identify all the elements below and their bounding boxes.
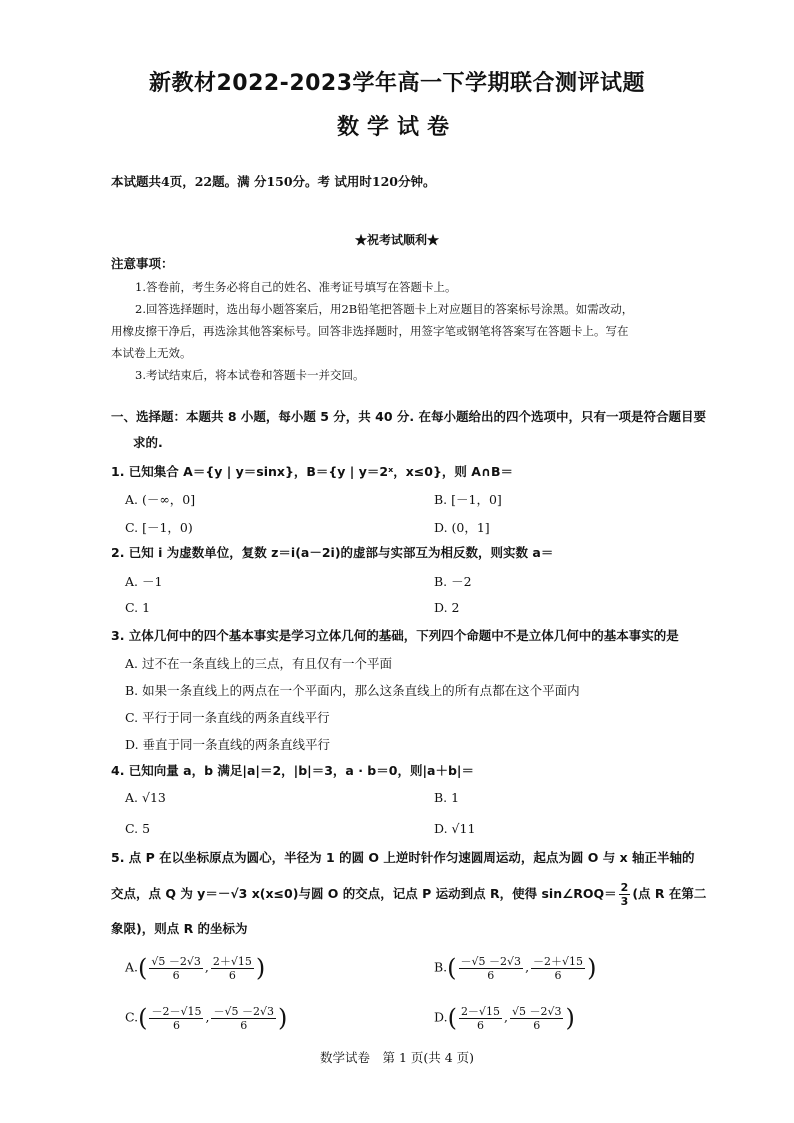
fraction-numerator: 2 bbox=[620, 881, 629, 894]
question-1-stem: 1. 已知集合 A＝{y | y＝sinx}，B＝{y | y＝2ˣ，x≤0}，则 A∩B＝ bbox=[111, 464, 514, 479]
coord-y-denominator: 6 bbox=[240, 1018, 248, 1032]
question-4-option-d: D. √11 bbox=[434, 821, 476, 836]
question-5-stem-line3: 象限)，则点 R 的坐标为 bbox=[111, 921, 248, 936]
coord-x-denominator: 6 bbox=[476, 1018, 484, 1032]
question-2 bbox=[111, 543, 741, 563]
question-2-option-c: C. 1 bbox=[125, 600, 151, 615]
coord-y-denominator: 6 bbox=[533, 1018, 541, 1032]
question-5-line2 bbox=[111, 880, 741, 908]
coord-x-numerator: 2－√15 bbox=[460, 1004, 500, 1018]
fraction-denominator: 3 bbox=[620, 895, 629, 908]
question-3-stem: 3. 立体几何中的四个基本事实是学习立体几何的基础，下列四个命题中不是立体几何中的基本事实的是 bbox=[111, 628, 679, 643]
question-5-stem-line2: 交点，点 Q 为 y＝－√3 x(x≤0)与圆 O 的交点，记点 P 运动到点 R，使得 sin∠ROQ＝ bbox=[111, 886, 617, 901]
question-5-option-c: C.( $\frac{-2-√15}{6}$ , $\frac{-√5 -2√3}{6}$ ) bbox=[125, 1004, 288, 1032]
question-2-stem: 2. 已知 i 为虚数单位，复数 z＝i(a－2i)的虚部与实部互为相反数，则实数 a＝ bbox=[111, 545, 554, 560]
good-luck-line: ★祝考试顺利★ bbox=[354, 233, 439, 247]
option-label: C. bbox=[125, 1009, 139, 1025]
option-label: A. bbox=[125, 959, 139, 975]
question-3 bbox=[111, 626, 741, 646]
notice-item: 用橡皮擦干净后，再选涂其他答案标号。回答非选择题时，用签字笔或钢笔将答案写在答题卡上。写在 bbox=[111, 324, 629, 338]
notice-item: 3.考试结束后，将本试卷和答题卡一并交回。 bbox=[135, 368, 365, 382]
question-5-stem-line2-end: (点 R 在第二 bbox=[632, 886, 707, 901]
question-1-option-c: C. [－1，0) bbox=[125, 520, 193, 535]
page-footer: 数学试卷 第 1 页(共 4 页) bbox=[319, 1050, 475, 1065]
notice-list bbox=[111, 276, 741, 386]
option-label: B. bbox=[434, 959, 448, 975]
notice-item: 本试卷上无效。 bbox=[111, 346, 192, 360]
coord-x-denominator: 6 bbox=[172, 968, 180, 982]
notice-heading: 注意事项： bbox=[111, 256, 174, 271]
question-5 bbox=[111, 848, 741, 868]
coord-x-numerator: －√5 －2√3 bbox=[460, 954, 522, 968]
question-5-line3 bbox=[111, 919, 741, 939]
coord-y-numerator: －2＋√15 bbox=[533, 954, 584, 968]
question-3-option-c: C. 平行于同一条直线的两条直线平行 bbox=[125, 710, 330, 725]
exam-subtitle: 数学试卷 bbox=[336, 115, 457, 140]
question-4 bbox=[111, 761, 741, 781]
exam-intro: 本试题共4页，22题。满 分150分。考 试用时120分钟。 bbox=[111, 174, 436, 189]
question-3-option-b: B. 如果一条直线上的两点在一个平面内，那么这条直线上的所有点都在这个平面内 bbox=[125, 683, 580, 698]
question-1-option-b: B. [－1，0] bbox=[434, 492, 502, 507]
question-4-option-c: C. 5 bbox=[125, 821, 151, 836]
section-heading-line1: 一、选择题：本题共 8 小题，每小题 5 分，共 40 分. 在每小题给出的四个选项中，只有一项是符合题目要 bbox=[111, 409, 707, 424]
coord-y-denominator: 6 bbox=[554, 968, 562, 982]
question-5-fraction bbox=[619, 881, 631, 908]
coord-y-denominator: 6 bbox=[228, 968, 236, 982]
question-2-option-b: B. －2 bbox=[434, 574, 472, 589]
question-4-stem: 4. 已知向量 a，b 满足|a|＝2，|b|＝3，a · b＝0，则|a＋b|＝ bbox=[111, 763, 474, 778]
question-1-option-a: A. (－∞，0] bbox=[125, 492, 196, 507]
question-5-option-a: A.( $\frac{√5 -2√3}{6}$ , $\frac{2+√15}{6}$ ) bbox=[125, 954, 266, 982]
question-5-stem-line1: 5. 点 P 在以坐标原点为圆心，半径为 1 的圆 O 上逆时针作匀速圆周运动，起点为圆 O 与 x 轴正半轴的 bbox=[111, 850, 695, 865]
section-heading bbox=[111, 404, 741, 456]
question-5-option-b: B.( $\frac{-√5 -2√3}{6}$ , $\frac{-2+√15}{6}$ ) bbox=[434, 954, 597, 982]
exam-title: 新教材2022-2023学年高一下学期联合测评试题 bbox=[148, 71, 646, 96]
question-1-option-d: D. (0，1] bbox=[434, 520, 490, 535]
coord-x-numerator: －2－√15 bbox=[151, 1004, 202, 1018]
notice-item: 2.回答选择题时，选出每小题答案后，用2B铅笔把答题卡上对应题目的答案标号涂黑。如需改动， bbox=[135, 302, 634, 316]
coord-y-numerator: 2＋√15 bbox=[212, 954, 252, 968]
option-label: D. bbox=[434, 1009, 448, 1025]
question-4-option-b: B. 1 bbox=[434, 790, 460, 805]
question-5-option-d: D.( $\frac{2-√15}{6}$ , $\frac{√5 -2√3}{6}$ ) bbox=[434, 1004, 575, 1032]
section-heading-line2: 求的. bbox=[133, 435, 163, 450]
question-3-option-a: A. 过不在一条直线上的三点，有且仅有一个平面 bbox=[125, 656, 392, 671]
question-1 bbox=[111, 462, 741, 482]
coord-x-numerator: √5 －2√3 bbox=[151, 954, 201, 968]
coord-y-numerator: －√5 －2√3 bbox=[213, 1004, 274, 1018]
coord-x-denominator: 6 bbox=[487, 968, 495, 982]
question-3-option-d: D. 垂直于同一条直线的两条直线平行 bbox=[125, 737, 331, 752]
coord-y-numerator: √5 －2√3 bbox=[511, 1004, 562, 1018]
question-4-option-a: A. √13 bbox=[125, 790, 166, 805]
coord-x-denominator: 6 bbox=[172, 1018, 180, 1032]
question-2-option-d: D. 2 bbox=[434, 600, 460, 615]
question-2-option-a: A. －1 bbox=[125, 574, 163, 589]
notice-item: 1.答卷前，考生务必将自己的姓名、准考证号填写在答题卡上。 bbox=[135, 280, 457, 294]
